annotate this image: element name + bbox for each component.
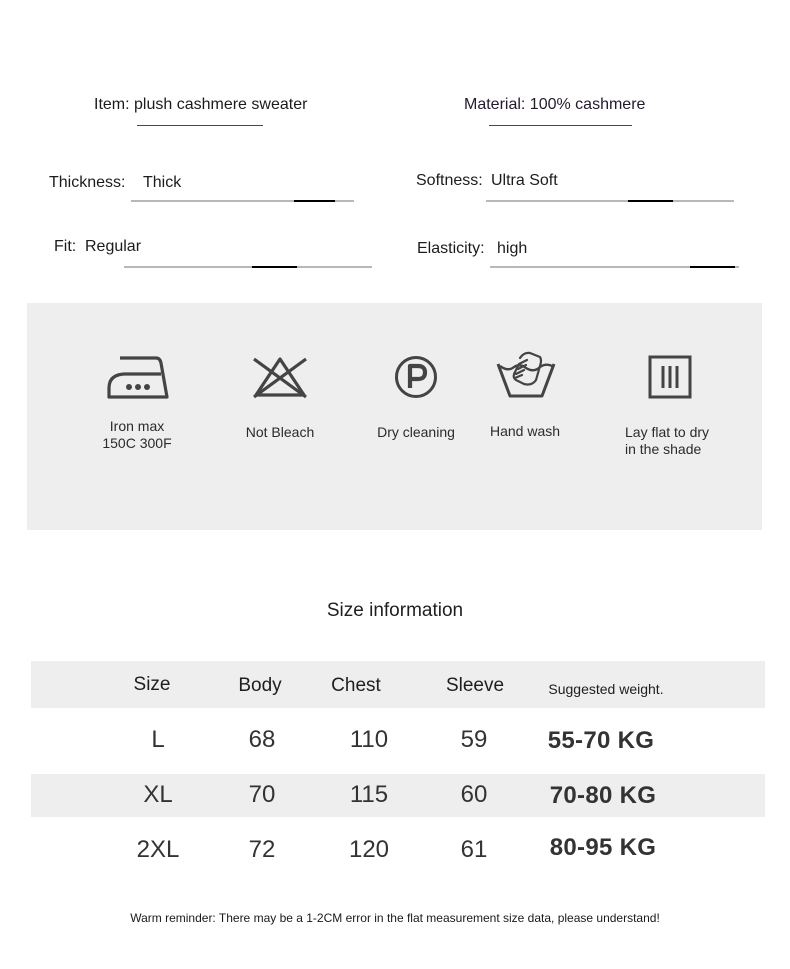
softness-scale xyxy=(486,200,734,202)
header-body: Body xyxy=(238,675,282,696)
elasticity-value: high xyxy=(497,240,528,257)
softness-value: Ultra Soft xyxy=(491,172,558,189)
header-suggested-weight: Suggested weight. xyxy=(548,681,664,697)
size-table-title: Size information xyxy=(326,600,464,621)
flat-dry-shade-icon xyxy=(648,355,692,399)
cell-sleeve: 61 xyxy=(460,836,488,863)
cell-chest: 110 xyxy=(349,726,389,753)
cell-sleeve: 59 xyxy=(460,726,488,753)
softness-scale-marker xyxy=(628,200,673,202)
iron-icon xyxy=(105,354,169,400)
care-label-flat-dry-line1: Lay flat to dry xyxy=(625,424,710,440)
care-item-flat-dry xyxy=(620,355,720,458)
cell-size: L xyxy=(151,726,165,753)
header-size: Size xyxy=(133,674,171,695)
care-item-hand-wash xyxy=(482,350,570,440)
cell-weight: 80-95 KG xyxy=(549,834,657,861)
item-underline xyxy=(137,125,263,126)
header-sleeve: Sleeve xyxy=(445,675,505,696)
care-item-dry-clean xyxy=(372,355,460,441)
cell-sleeve: 60 xyxy=(460,781,488,808)
fit-scale xyxy=(124,266,372,268)
cell-size: XL xyxy=(143,781,173,808)
elasticity-scale-marker xyxy=(690,266,735,268)
care-label-iron-line2: 150C 300F xyxy=(102,435,172,451)
cell-size: 2XL xyxy=(136,836,180,863)
cell-body: 70 xyxy=(248,781,276,808)
item-name: Item: plush cashmere sweater xyxy=(94,96,308,113)
fit-value: Regular xyxy=(85,238,142,255)
fit-scale-marker xyxy=(252,266,297,268)
size-table-header xyxy=(31,661,765,708)
thickness-scale xyxy=(131,200,354,202)
care-item-no-bleach xyxy=(236,355,324,441)
thickness-label: Thickness: xyxy=(49,174,126,191)
cell-weight: 55-70 KG xyxy=(547,727,655,754)
cell-chest: 115 xyxy=(349,781,389,808)
header-chest: Chest xyxy=(331,675,381,696)
cell-chest: 120 xyxy=(348,836,390,863)
care-label-dry-clean: Dry cleaning xyxy=(377,424,455,440)
table-row xyxy=(31,774,765,817)
measurement-reminder: Warm reminder: There may be a 1-2CM error in the flat measurement size data, please understand! xyxy=(130,911,660,925)
care-label-hand-wash: Hand wash xyxy=(490,423,561,439)
no-bleach-icon xyxy=(251,355,309,399)
care-item-iron xyxy=(97,354,177,452)
table-row xyxy=(31,822,765,880)
care-label-iron-line1: Iron max xyxy=(109,418,165,434)
softness-label: Softness: xyxy=(416,172,483,189)
hand-wash-icon xyxy=(496,350,556,400)
cell-body: 72 xyxy=(248,836,276,863)
fit-label: Fit: xyxy=(54,238,77,255)
cell-body: 68 xyxy=(248,726,276,753)
table-row xyxy=(31,712,765,770)
material-underline xyxy=(489,125,632,126)
material: Material: 100% cashmere xyxy=(464,96,646,113)
dry-clean-icon xyxy=(394,355,438,399)
thickness-value: Thick xyxy=(143,174,182,191)
cell-weight: 70-80 KG xyxy=(549,782,657,809)
care-label-no-bleach: Not Bleach xyxy=(245,424,315,440)
care-label-flat-dry-line2: in the shade xyxy=(625,441,702,457)
elasticity-label: Elasticity: xyxy=(417,240,485,257)
thickness-scale-marker xyxy=(294,200,335,202)
elasticity-scale xyxy=(490,266,739,268)
